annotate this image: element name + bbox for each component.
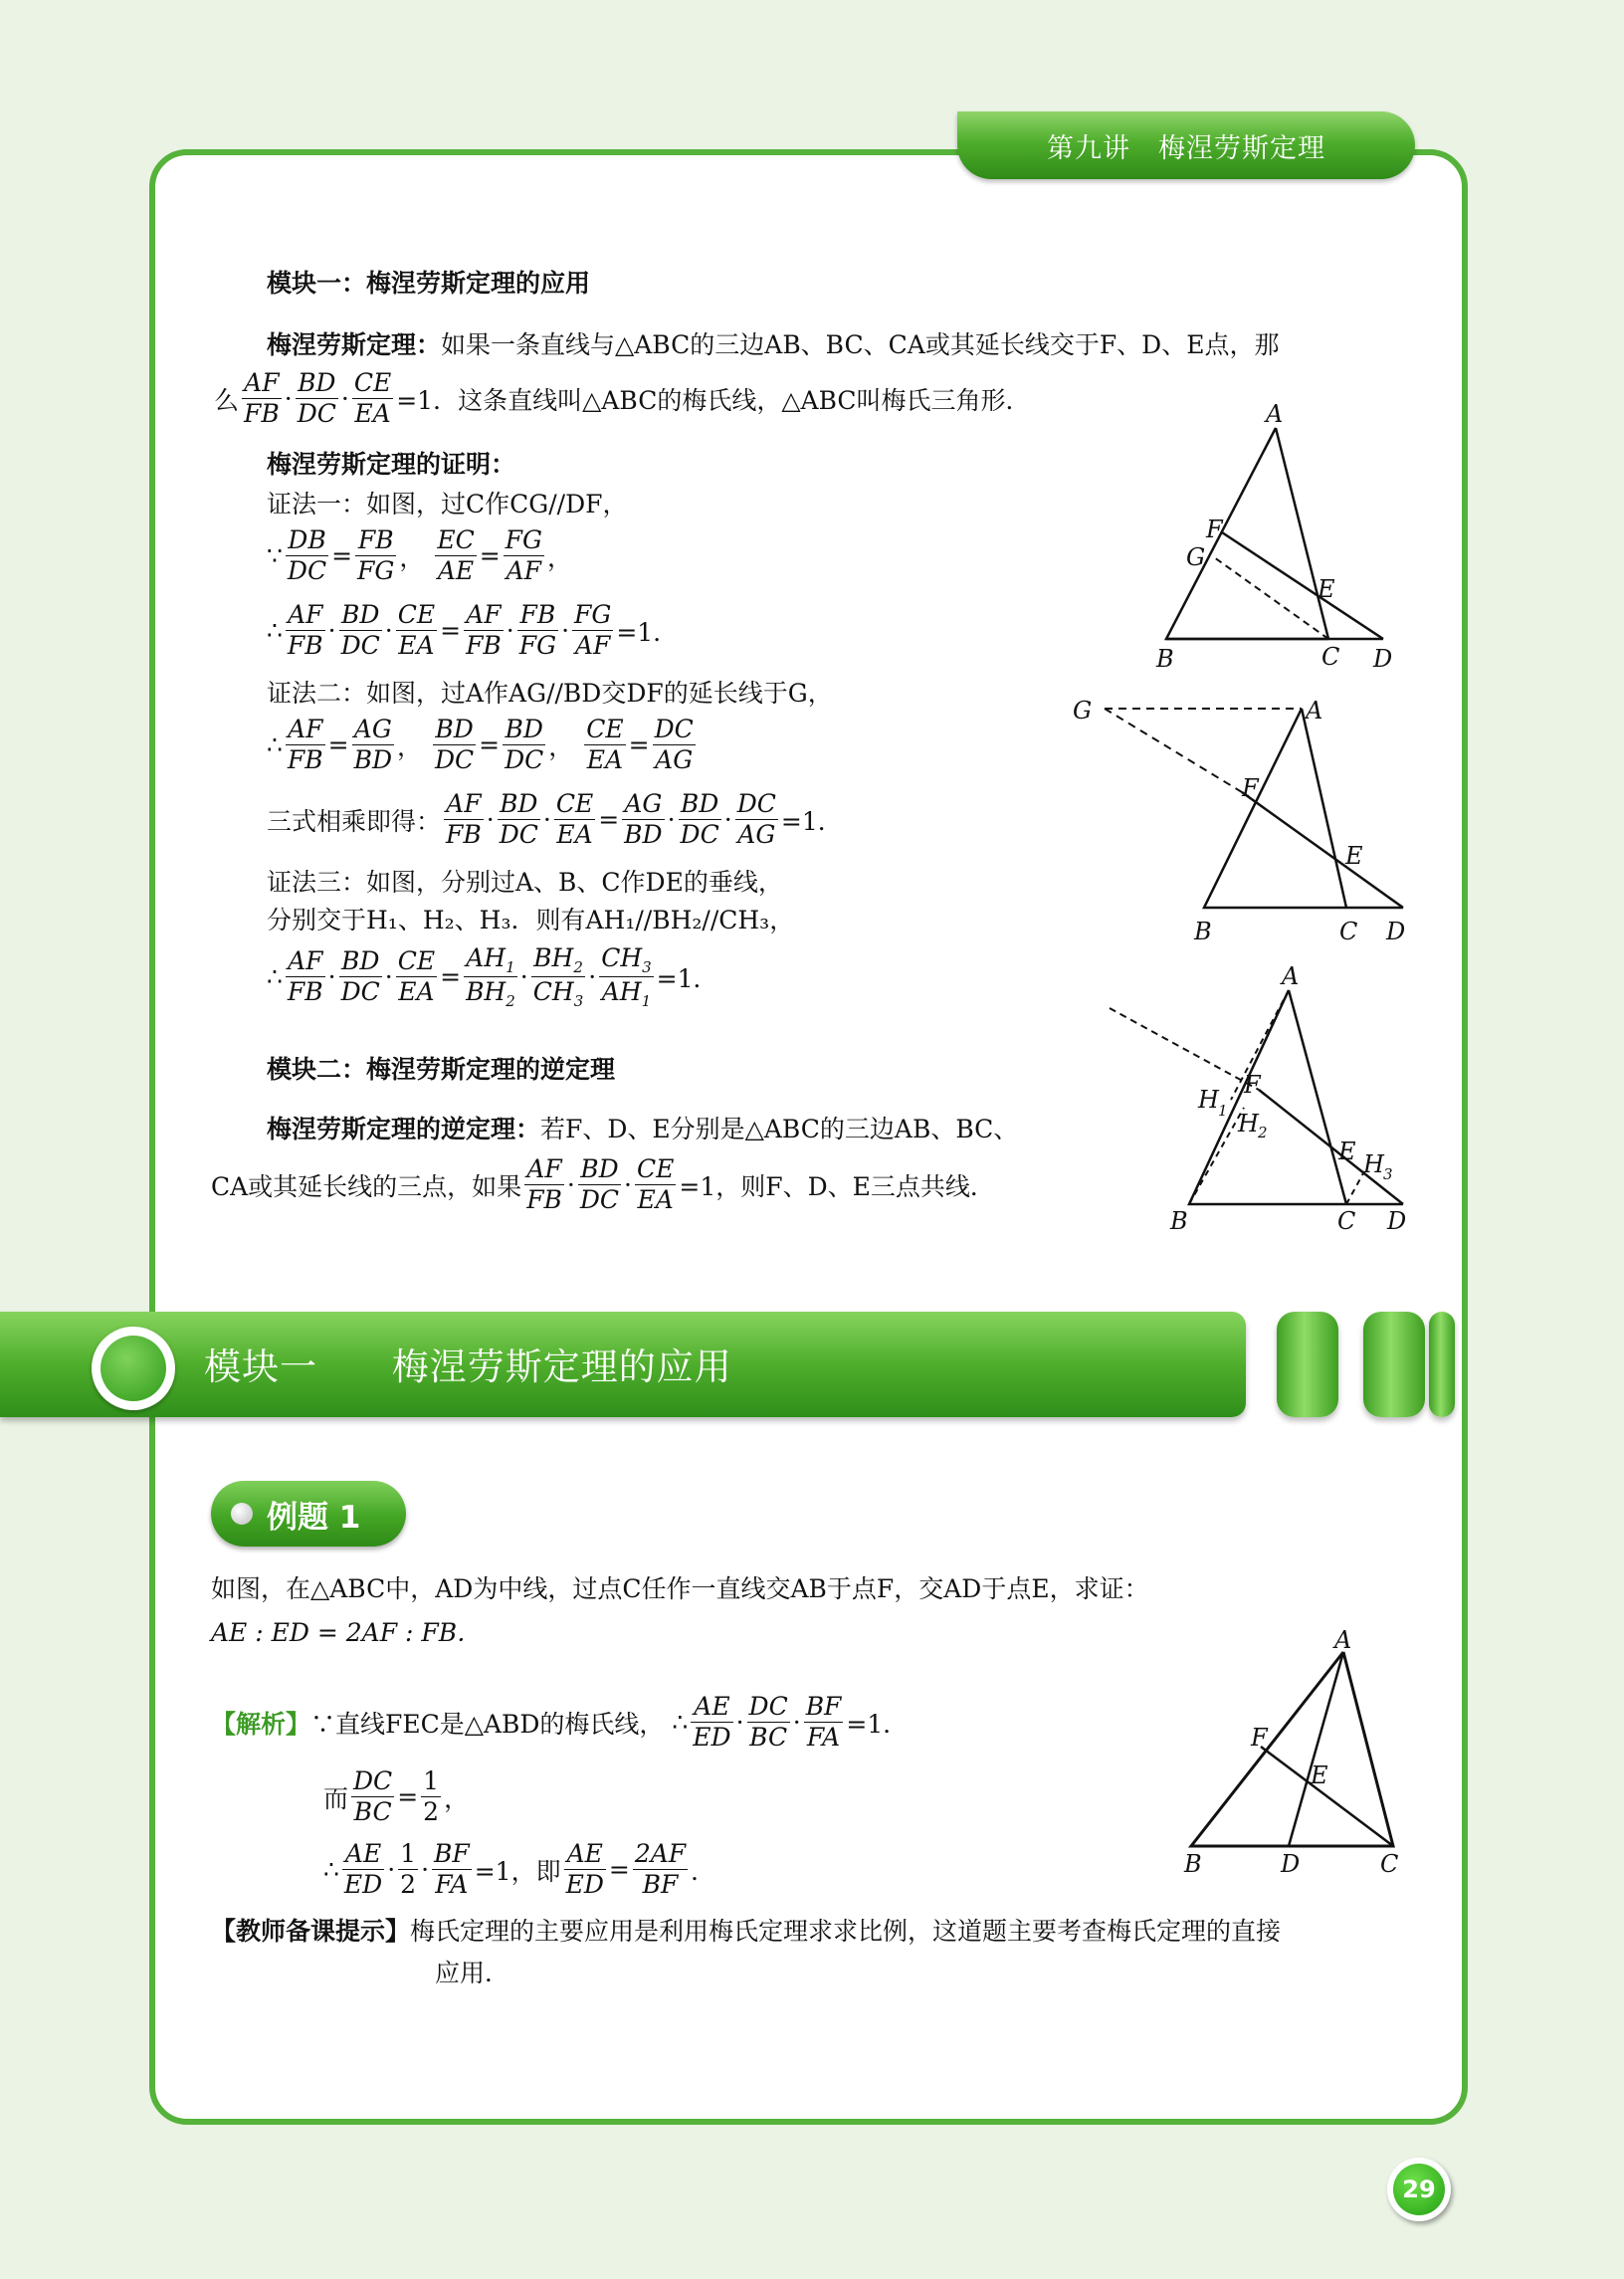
svg-text:H: H bbox=[1238, 1110, 1259, 1138]
converse-text: 若F、D、E分别是△ABC的三边AB、BC、 bbox=[540, 1115, 1019, 1143]
fraction: $\frac{AF}{FB}$ bbox=[244, 368, 280, 428]
proof3-step: ∴ $\frac{AF}{FB}$ · $\frac{BD}{DC}$ · $\frac{CE}{EA}$ = $\frac{AH_1}{BH_2}$ · $\frac{BH_2}{CH_3}$ · $\frac{CH_3}{AH_1}$ =1． bbox=[267, 943, 718, 1010]
decorative-bar bbox=[1277, 1312, 1338, 1417]
chapter-tab bbox=[957, 111, 1415, 179]
module-banner-title: 梅涅劳斯定理的应用 bbox=[391, 1346, 732, 1388]
analysis-line3: ∴ $\frac{AE}{ED}$ · $\frac{1}{2}$ · $\frac{BF}{FA}$ =1，即 $\frac{AE}{ED}$ = $\frac{2AF}{BF}$ ． bbox=[323, 1839, 716, 1899]
analysis-text: ∵直线FEC是△ABD的梅氏线， bbox=[310, 1709, 665, 1739]
svg-text:A: A bbox=[1266, 400, 1284, 428]
teacher-line1: 【教师备课提示】梅氏定理的主要应用是利用梅氏定理求求比例，这道题主要考查梅氏定理的直接 bbox=[211, 1917, 1282, 1946]
svg-text:F: F bbox=[1251, 1724, 1268, 1752]
converse-prefix: CA或其延长线的三点，如果 bbox=[211, 1171, 522, 1201]
menelaus-line bbox=[1242, 792, 1403, 908]
fraction: $\frac{CE}{EA}$ bbox=[353, 368, 392, 428]
svg-text:F: F bbox=[1244, 1071, 1261, 1099]
svg-text:A: A bbox=[1306, 697, 1323, 725]
svg-text:D: D bbox=[1387, 1207, 1407, 1235]
converse-suffix: =1，则F、D、E三点共线． bbox=[679, 1171, 995, 1201]
svg-text:F: F bbox=[1206, 516, 1223, 543]
svg-text:2: 2 bbox=[1258, 1124, 1268, 1141]
bullet-icon bbox=[231, 1503, 253, 1525]
svg-text:D: D bbox=[1386, 918, 1406, 945]
analysis-label: 【解析】 bbox=[211, 1709, 311, 1739]
svg-text:C: C bbox=[1337, 1207, 1356, 1235]
median-ad bbox=[1289, 1652, 1343, 1846]
svg-text:B: B bbox=[1194, 918, 1212, 945]
menelaus-line bbox=[1222, 532, 1383, 639]
svg-text:C: C bbox=[1321, 643, 1340, 671]
proof2-text: 证法二：如图，过A作AG//BD交DF的延长线于G， bbox=[267, 679, 833, 708]
example-label: 例题 1 bbox=[211, 1481, 406, 1547]
proof3-text2: 分别交于H₁、H₂、H₃．则有AH₁//BH₂//CH₃， bbox=[267, 906, 795, 934]
perp-ch3 bbox=[1346, 1173, 1363, 1204]
svg-text:B: B bbox=[1170, 1207, 1188, 1235]
teacher-line2: 应用． bbox=[435, 1959, 510, 1987]
svg-text:A: A bbox=[1282, 962, 1300, 990]
svg-text:E: E bbox=[1311, 1761, 1328, 1789]
theorem-label: 梅涅劳斯定理： bbox=[267, 330, 442, 359]
page-number: 29 bbox=[1393, 2164, 1445, 2215]
svg-text:G: G bbox=[1073, 697, 1093, 725]
module-icon bbox=[92, 1327, 175, 1410]
figure-example bbox=[1179, 1626, 1418, 1881]
svg-text:D: D bbox=[1373, 645, 1393, 673]
extension-line bbox=[1110, 1008, 1259, 1090]
svg-text:A: A bbox=[1334, 1626, 1352, 1654]
chapter-title: 梅涅劳斯定理 bbox=[1158, 132, 1325, 164]
teacher-label: 【教师备课提示】 bbox=[211, 1917, 411, 1946]
decorative-bar bbox=[1429, 1312, 1455, 1417]
svg-text:E: E bbox=[1345, 842, 1363, 870]
analysis-line2: 而 $\frac{DC}{BC}$ = $\frac{1}{2}$ ， bbox=[323, 1766, 470, 1826]
figure-proof2 bbox=[1065, 687, 1423, 945]
module-banner-text bbox=[204, 1337, 732, 1390]
figure-proof3 bbox=[1105, 960, 1423, 1239]
proof-heading: 梅涅劳斯定理的证明： bbox=[267, 450, 516, 479]
problem-line2: AE : ED = 2AF : FB． bbox=[211, 1618, 483, 1647]
proof2-step1: ∴ $\frac{AF}{FB}$ = $\frac{AG}{BD}$ ， $\frac{BD}{DC}$ = $\frac{BD}{DC}$ ， $\frac{CE}{EA}$ = $\frac{DC}{AG}$ bbox=[267, 715, 694, 774]
module1-heading: 模块一：梅涅劳斯定理的应用 bbox=[267, 269, 591, 298]
svg-text:G: G bbox=[1186, 543, 1206, 571]
fraction: $\frac{BD}{DC}$ bbox=[297, 368, 336, 428]
converse-line2: CA或其延长线的三点，如果 $\frac{AF}{FB}$ · $\frac{BD}{DC}$ · $\frac{CE}{EA}$ =1，则F、D、E三点共线． bbox=[211, 1154, 995, 1214]
theorem-line1 bbox=[267, 328, 1279, 362]
decorative-bar bbox=[1363, 1312, 1425, 1417]
module-banner-number: 模块一 bbox=[204, 1346, 317, 1388]
proof3-text1: 证法三：如图，分别过A、B、C作DE的垂线， bbox=[267, 868, 783, 897]
theorem-prefix: 么 bbox=[214, 385, 240, 415]
triangle-abc bbox=[1204, 709, 1403, 908]
triangle-abc bbox=[1191, 1652, 1393, 1846]
converse-label: 梅涅劳斯定理的逆定理： bbox=[267, 1115, 541, 1143]
svg-text:D: D bbox=[1281, 1850, 1301, 1878]
problem-line1: 如图，在△ABC中，AD为中线，过点C任作一直线交AB于点F，交AD于点E，求证： bbox=[211, 1574, 1149, 1603]
proof1-step2: ∴ $\frac{AF}{FB}$ · $\frac{BD}{DC}$ · $\frac{CE}{EA}$ = $\frac{AF}{FB}$ · $\frac{FB}{FG}$ · $\frac{FG}{AF}$ =1． bbox=[267, 600, 679, 660]
svg-text:F: F bbox=[1242, 774, 1259, 802]
svg-text:E: E bbox=[1338, 1138, 1356, 1165]
module2-heading: 模块二：梅涅劳斯定理的逆定理 bbox=[267, 1055, 616, 1084]
svg-text:1: 1 bbox=[1218, 1102, 1228, 1120]
proof1-step1: ∵ $\frac{DB}{DC}$ = $\frac{FB}{FG}$ ， $\frac{EC}{AE}$ = $\frac{FG}{AF}$ ， bbox=[267, 525, 573, 585]
extension-df bbox=[1105, 709, 1242, 792]
theorem-suffix: =1．这条直线叫△ABC的梅氏线，△ABC叫梅氏三角形． bbox=[396, 385, 1031, 415]
analysis-line1: 【解析】 ∵直线FEC是△ABD的梅氏线， ∴ $\frac{AE}{ED}$ · $\frac{DC}{BC}$ · $\frac{BF}{FA}$ =1． bbox=[211, 1692, 909, 1752]
theorem-line2: 么 $\frac{AF}{FB}$ · $\frac{BD}{DC}$ · $\frac{CE}{EA}$ =1．这条直线叫△ABC的梅氏线，△ABC叫梅氏三角形． bbox=[214, 368, 1031, 428]
theorem-text: 如果一条直线与△ABC的三边AB、BC、CA或其延长线交于F、D、E点，那 bbox=[441, 330, 1280, 359]
svg-text:H: H bbox=[1198, 1086, 1219, 1114]
svg-text:E: E bbox=[1318, 575, 1335, 603]
proof1-text: 证法一：如图，过C作CG//DF， bbox=[267, 490, 628, 518]
page-number-badge bbox=[1387, 2158, 1451, 2221]
converse-line1 bbox=[267, 1113, 1018, 1146]
triangle-abc bbox=[1166, 428, 1328, 639]
proof2-step2: 三式相乘即得： $\frac{AF}{FB}$ · $\frac{BD}{DC}$ · $\frac{CE}{EA}$ = $\frac{AG}{BD}$ · $\frac{BD}{DC}$ · $\frac{DC}{AG}$ =1． bbox=[267, 789, 843, 849]
svg-text:C: C bbox=[1380, 1850, 1399, 1878]
svg-text:C: C bbox=[1339, 918, 1358, 945]
figure-proof1 bbox=[1144, 398, 1403, 677]
svg-text:B: B bbox=[1156, 645, 1174, 673]
perp-bh2 bbox=[1189, 1108, 1244, 1204]
svg-text:H: H bbox=[1363, 1150, 1384, 1178]
chapter-number: 第九讲 bbox=[1047, 132, 1130, 164]
svg-text:B: B bbox=[1184, 1850, 1202, 1878]
svg-text:3: 3 bbox=[1383, 1165, 1393, 1183]
proof2-mult-label: 三式相乘即得： bbox=[267, 806, 442, 836]
